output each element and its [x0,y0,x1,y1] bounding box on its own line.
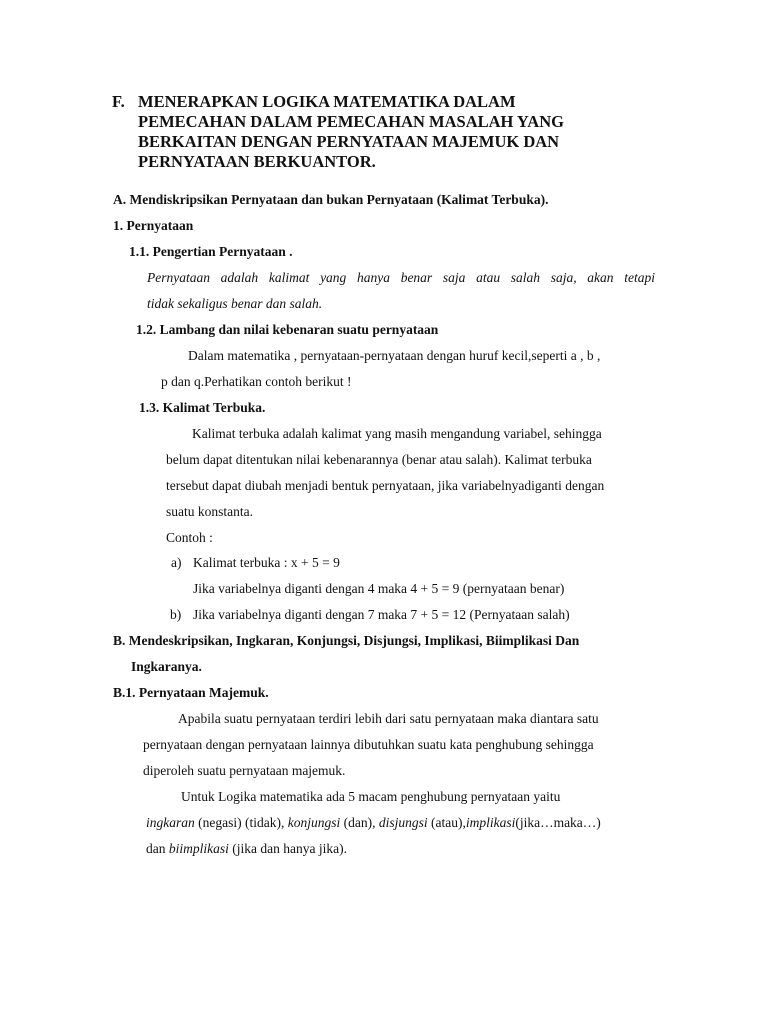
term-implikasi: implikasi [465,815,516,830]
subsection-1-2-line-1: Dalam matematika , pernyataan-pernyataan dengan huruf kecil,seperti a , b , [188,348,601,363]
subsection-1-3-line-3: tersebut dapat diubah menjadi bentuk pernyataan, jika variabelnyadiganti dengan [166,478,605,493]
example-b-marker: b) [170,607,182,622]
example-a-detail: Jika variabelnya diganti dengan 4 maka 4 + 5 = 9 (pernyataan benar) [193,581,565,596]
contoh-label: Contoh : [166,530,213,545]
term-biimplikasi: biimplikasi [168,841,229,856]
subsection-1-1-line-1: Pernyataan adalah kalimat yang hanya benar saja atau salah saja, akan tetapi [147,270,655,285]
subsection-1-1-line-2: tidak sekaligus benar dan salah. [147,296,323,311]
title-line-3: BERKAITAN DENGAN PERNYATAAN MAJEMUK DAN [138,132,560,151]
term-konjungsi: konjungsi [287,815,341,830]
term-ingkaran: ingkaran [146,815,195,830]
subsection-1-3-line-1: Kalimat terbuka adalah kalimat yang masih mengandung variabel, sehingga [192,426,602,441]
subsection-1-3-line-4: suatu konstanta. [166,504,253,519]
section-a-heading: A. Mendiskripsikan Pernyataan dan bukan Pernyataan (Kalimat Terbuka). [113,192,549,207]
example-a-text: Kalimat terbuka : x + 5 = 9 [193,555,340,570]
subsection-1-1-heading: 1.1. Pengertian Pernyataan . [129,244,293,259]
subsection-1-2-heading: 1.2. Lambang dan nilai kebenaran suatu pernyataan [136,322,439,337]
subsection-b1-para2-line-2 [146,814,601,832]
example-a-marker: a) [171,555,182,570]
section-b-heading-line-2: Ingkaranya. [131,659,202,674]
subsection-b1-para2-line-3 [146,840,347,858]
section-b-heading-line-1: B. Mendeskripsikan, Ingkaran, Konjungsi, Disjungsi, Implikasi, Biimplikasi Dan [113,633,580,648]
term-biimplikasi-gloss: (jika dan hanya jika). [228,841,347,856]
term-disjungsi-gloss: (atau), [427,815,466,830]
subsection-b1-para1-line-3: diperoleh suatu pernyataan majemuk. [143,763,346,778]
title-line-4: PERNYATAAN BERKUANTOR. [138,152,376,171]
subsection-b1-para1-line-2: pernyataan dengan pernyataan lainnya dibutuhkan suatu kata penghubung sehingga [143,737,594,752]
term-dan: dan [146,841,169,856]
subsection-1-2-line-2: p dan q.Perhatikan contoh berikut ! [161,374,352,389]
subsection-b1-para1-line-1: Apabila suatu pernyataan terdiri lebih dari satu pernyataan maka diantara satu [178,711,599,726]
term-implikasi-gloss: (jika…maka…) [515,815,601,830]
subsection-1-3-heading: 1.3. Kalimat Terbuka. [139,400,266,415]
term-ingkaran-gloss: (negasi) (tidak), [194,815,288,830]
term-disjungsi: disjungsi [378,815,428,830]
title-line-2: PEMECAHAN DALAM PEMECAHAN MASALAH YANG [138,112,564,131]
subsection-1-heading: 1. Pernyataan [113,218,194,233]
term-konjungsi-gloss: (dan), [340,815,379,830]
subsection-b1-para2-line-1: Untuk Logika matematika ada 5 macam penghubung pernyataan yaitu [181,789,561,804]
title-line-1: MENERAPKAN LOGIKA MATEMATIKA DALAM [138,92,516,111]
example-b-text: Jika variabelnya diganti dengan 7 maka 7 + 5 = 12 (Pernyataan salah) [193,607,570,622]
subsection-b1-heading: B.1. Pernyataan Majemuk. [113,685,269,700]
subsection-1-3-line-2: belum dapat ditentukan nilai kebenarannya (benar atau salah). Kalimat terbuka [166,452,592,467]
title-marker: F. [112,92,125,111]
